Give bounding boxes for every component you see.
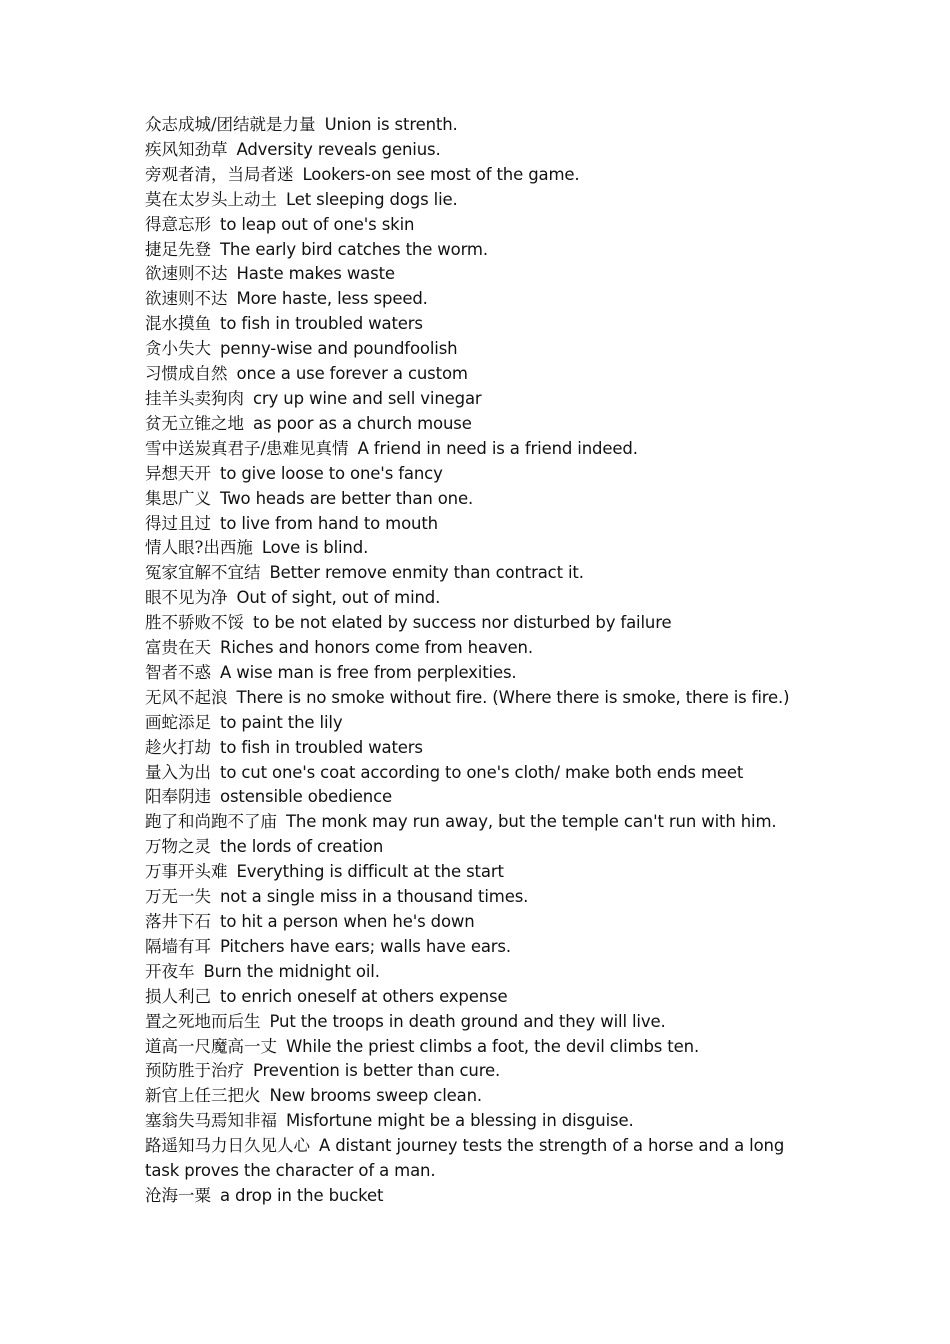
chinese-proverb: 开夜车 [145,961,195,981]
english-translation: Riches and honors come from heaven. [220,638,533,658]
chinese-proverb: 贪小失大 [145,339,211,359]
proverb-entry [145,736,805,761]
proverb-entry [145,711,805,736]
english-translation: to leap out of one's skin [220,214,415,234]
english-translation: once a use forever a custom [236,364,468,384]
chinese-proverb: 富贵在天 [145,638,211,658]
proverb-list [145,113,805,1209]
english-translation: to hit a person when he's down [220,912,475,931]
english-translation: not a single miss in a thousand times. [220,887,529,907]
chinese-proverb: 画蛇添足 [145,712,211,732]
proverb-entry [145,1035,805,1060]
english-translation: a drop in the bucket [220,1185,384,1205]
proverb-entry [145,238,805,263]
english-translation: Adversity reveals genius. [236,139,441,159]
proverb-entry [145,860,805,885]
english-translation: A wise man is free from perplexities. [220,662,517,682]
proverb-entry [145,462,805,487]
proverb-entry [145,512,805,537]
proverb-entry [145,412,805,437]
english-translation: The monk may run away, but the temple can't run with him. [286,812,777,832]
english-translation: to live from hand to mouth [220,513,438,533]
proverb-entry [145,387,805,412]
chinese-proverb: 莫在太岁头上动土 [145,189,277,209]
english-translation: There is no smoke without fire. (Where there is smoke, there is fire.) [236,687,790,707]
chinese-proverb: 万无一失 [145,887,211,907]
english-translation: the lords of creation [220,837,384,857]
proverb-entry [145,287,805,312]
english-translation: to paint the lily [220,712,343,732]
chinese-proverb: 集思广义 [145,488,211,508]
chinese-proverb: 跑了和尚跑不了庙 [145,812,277,832]
chinese-proverb: 隔墙有耳 [145,936,211,956]
chinese-proverb: 雪中送炭真君子/患难见真情 [145,438,349,458]
proverb-entry [145,960,805,985]
proverb-entry [145,337,805,362]
proverb-entry [145,761,805,786]
proverb-entry [145,188,805,213]
proverb-entry [145,312,805,337]
english-translation: to cut one's coat according to one's cloth/ make both ends meet [220,762,744,782]
proverb-entry [145,586,805,611]
english-translation: Prevention is better than cure. [253,1061,501,1081]
proverb-entry [145,362,805,387]
chinese-proverb: 捷足先登 [145,239,211,259]
chinese-proverb: 路遥知马力日久见人心 [145,1136,310,1156]
english-translation: to enrich oneself at others expense [220,986,508,1006]
chinese-proverb: 挂羊头卖狗肉 [145,388,244,408]
chinese-proverb: 情人眼?出西施 [145,538,253,558]
chinese-proverb: 万物之灵 [145,837,211,857]
chinese-proverb: 新官上任三把火 [145,1086,261,1106]
english-translation: ostensible obedience [220,787,393,807]
chinese-proverb: 道高一尺魔高一丈 [145,1036,277,1056]
english-translation: Everything is difficult at the start [236,862,504,882]
chinese-proverb: 预防胜于治疗 [145,1061,244,1081]
proverb-entry [145,1134,805,1184]
chinese-proverb: 得意忘形 [145,214,211,234]
english-translation: Burn the midnight oil. [203,961,380,981]
chinese-proverb: 异想天开 [145,463,211,483]
proverb-entry [145,163,805,188]
english-translation: to fish in troubled waters [220,737,423,757]
english-translation: to be not elated by success nor disturbed by failure [253,613,672,633]
chinese-proverb: 阳奉阴违 [145,787,211,807]
chinese-proverb: 塞翁失马焉知非福 [145,1111,277,1131]
english-translation: New brooms sweep clean. [269,1086,483,1106]
proverb-entry [145,1109,805,1134]
chinese-proverb: 置之死地而后生 [145,1011,261,1031]
chinese-proverb: 欲速则不达 [145,289,228,309]
proverb-entry [145,611,805,636]
english-translation: cry up wine and sell vinegar [253,388,482,408]
english-translation: Haste makes waste [236,264,395,284]
proverb-entry [145,686,805,711]
chinese-proverb: 旁观者清，当局者迷 [145,164,294,184]
english-translation: A friend in need is a friend indeed. [357,438,638,458]
proverb-entry [145,213,805,238]
proverb-entry [145,437,805,462]
english-translation: Two heads are better than one. [220,488,474,508]
proverb-entry [145,536,805,561]
proverb-entry [145,785,805,810]
proverb-entry [145,810,805,835]
chinese-proverb: 疾风知劲草 [145,139,228,159]
proverb-entry [145,636,805,661]
english-translation: Love is blind. [261,538,369,558]
proverb-entry [145,835,805,860]
english-translation: to fish in troubled waters [220,314,423,334]
chinese-proverb: 习惯成自然 [145,364,228,384]
english-translation: Misfortune might be a blessing in disguise. [286,1111,634,1131]
chinese-proverb: 损人利己 [145,986,211,1006]
chinese-proverb: 欲速则不达 [145,264,228,284]
proverb-entry [145,1059,805,1084]
chinese-proverb: 量入为出 [145,762,211,782]
english-translation: to give loose to one's fancy [220,463,443,483]
chinese-proverb: 众志成城/团结就是力量 [145,115,316,134]
chinese-proverb: 智者不惑 [145,662,211,682]
english-translation: Pitchers have ears; walls have ears. [220,936,511,956]
chinese-proverb: 冤家宜解不宜结 [145,563,261,583]
proverb-entry [145,661,805,686]
english-translation: Let sleeping dogs lie. [286,189,458,209]
proverb-entry [145,910,805,935]
english-translation: as poor as a church mouse [253,413,472,433]
chinese-proverb: 胜不骄败不馁 [145,613,244,633]
proverb-entry [145,1010,805,1035]
chinese-proverb: 得过且过 [145,513,211,533]
chinese-proverb: 混水摸鱼 [145,314,211,334]
english-translation: penny-wise and poundfoolish [220,339,458,359]
english-translation: The early bird catches the worm. [220,239,488,259]
chinese-proverb: 落井下石 [145,912,211,931]
proverb-entry [145,561,805,586]
proverb-entry [145,262,805,287]
english-translation: Better remove enmity than contract it. [269,563,584,583]
chinese-proverb: 眼不见为净 [145,588,228,608]
english-translation: Lookers-on see most of the game. [302,164,580,184]
chinese-proverb: 万事开头难 [145,862,228,882]
english-translation: More haste, less speed. [236,289,428,309]
proverb-entry [145,113,805,138]
english-translation: While the priest climbs a foot, the devil climbs ten. [286,1036,700,1056]
proverb-entry [145,935,805,960]
english-translation: Union is strenth. [324,115,458,134]
english-translation: A distant journey tests the strength of a horse and a long task proves the character of a man. [145,1136,785,1181]
proverb-entry [145,1184,805,1209]
english-translation: Put the troops in death ground and they will live. [269,1011,666,1031]
proverb-entry [145,885,805,910]
chinese-proverb: 贫无立锥之地 [145,413,244,433]
proverb-entry [145,138,805,163]
proverb-entry [145,985,805,1010]
chinese-proverb: 无风不起浪 [145,687,228,707]
proverb-entry [145,1084,805,1109]
proverb-entry [145,487,805,512]
english-translation: Out of sight, out of mind. [236,588,441,608]
chinese-proverb: 沧海一粟 [145,1185,211,1205]
chinese-proverb: 趁火打劫 [145,737,211,757]
